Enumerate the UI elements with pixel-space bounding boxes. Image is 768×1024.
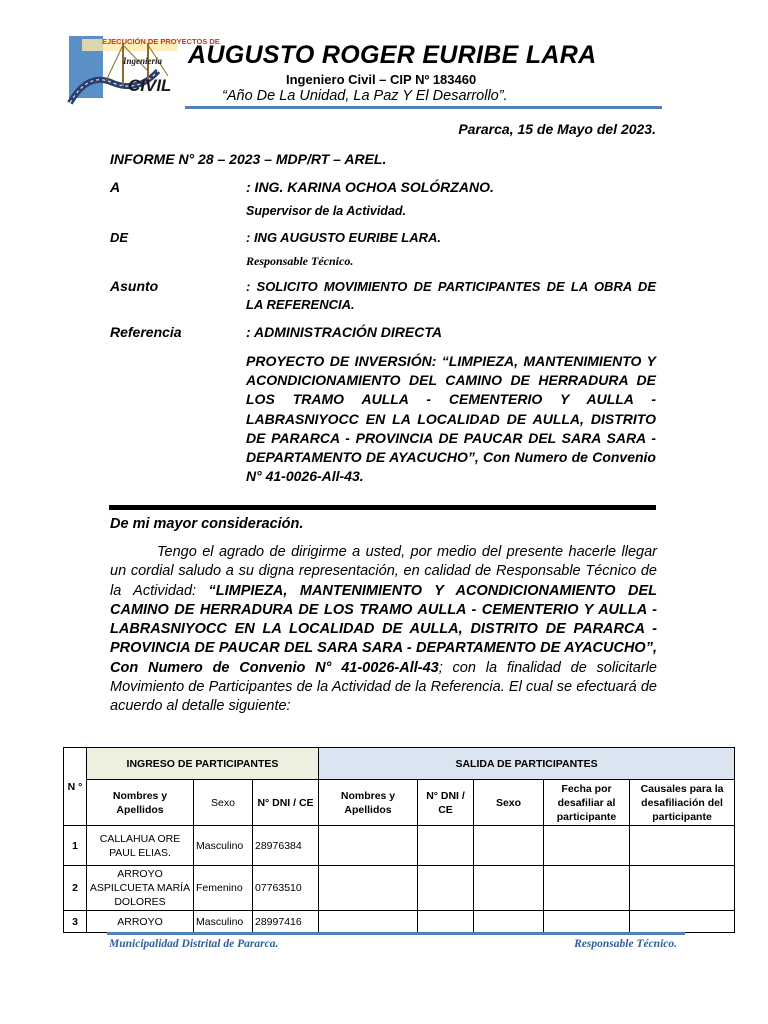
report-number: INFORME N° 28 – 2023 – MDP/RT – AREL. xyxy=(110,151,387,167)
col-header: Causales para la desafiliación del participante xyxy=(630,780,735,826)
field-a-sub: Supervisor de la Actividad. xyxy=(246,204,407,218)
project-description: PROYECTO DE INVERSIÓN: “LIMPIEZA, MANTENIMIENTO Y ACONDICIONAMIENTO DEL CAMINO DE HERRADURA DE LOS TRAMO AULLA - CEMENTERIO Y AULLA - LABRASNIYOCC EN LA LOCALIDAD DE AULLA, DISTRITO DE PARARCA - PROVINCIA DE PAUCAR DEL SARA SARA - DEPARTAMENTO DE AYACUCHO”, Con Numero de Convenio N° 41-0026-All-43. xyxy=(246,353,656,485)
author-name: AUGUSTO ROGER EURIBE LARA xyxy=(188,41,597,69)
field-asunto-value: : SOLICITO MOVIMIENTO DE PARTICIPANTES DE LA OBRA DE LA REFERENCIA. xyxy=(246,279,656,312)
row-number: 1 xyxy=(64,826,87,866)
participant-sex: Femenino xyxy=(194,866,253,911)
ingreso-header: INGRESO DE PARTICIPANTES xyxy=(87,748,319,780)
greeting: De mi mayor consideración. xyxy=(110,516,304,532)
participant-sex: Masculino xyxy=(194,826,253,866)
participant-dni: 28976384 xyxy=(253,826,319,866)
participant-name: ARROYO ASPILCUETA MARÍA DOLORES xyxy=(87,866,194,911)
col-header: Sexo xyxy=(474,780,544,826)
author-subtitle: Ingeniero Civil – CIP Nº 183460 xyxy=(286,72,477,87)
participant-dni: 28997416 xyxy=(253,911,319,933)
year-motto: “Año De La Unidad, La Paz Y El Desarrollo”. xyxy=(222,88,508,104)
participants-table xyxy=(63,747,735,933)
table-row xyxy=(64,911,735,933)
col-header: Nombres y Apellidos xyxy=(87,780,194,826)
body-intro: Tengo el agrado de dirigirme a usted, por medio del presente hacerle llegar un cordial saludo a su digna representación, en calidad de Responsable Técnico de la Actividad: xyxy=(110,544,657,599)
table-row xyxy=(64,826,735,866)
field-asunto-label: Asunto xyxy=(110,278,159,294)
field-a-value: : ING. KARINA OCHOA SOLÓRZANO. xyxy=(246,179,494,195)
letter-body xyxy=(110,543,657,717)
svg-text:EJECUCIÓN DE PROYECTOS DE: EJECUCIÓN DE PROYECTOS DE xyxy=(102,37,220,46)
footer-municipality: Municipalidad Distrital de Pararca. xyxy=(109,938,279,950)
footer-rule xyxy=(107,932,685,935)
field-de-sub: Responsable Técnico. xyxy=(246,254,354,268)
field-de-label: DE xyxy=(110,230,129,245)
table-row xyxy=(64,866,735,911)
participant-sex: Masculino xyxy=(194,911,253,933)
participant-dni: 07763510 xyxy=(253,866,319,911)
col-header: Fecha por desafiliar al participante xyxy=(544,780,630,826)
row-number: 2 xyxy=(64,866,87,911)
col-header: Nombres y Apellidos xyxy=(319,780,418,826)
body-ending: ; con la finalidad de solicitarle Movimiento de Participantes de la Actividad de la Referencia. El cual se efectuará de acuerdo al detalle siguiente: xyxy=(110,659,657,715)
header-rule xyxy=(185,106,662,109)
field-de-value: : ING AUGUSTO EURIBE LARA. xyxy=(246,230,442,245)
footer-responsible: Responsable Técnico. xyxy=(574,938,677,950)
col-header: N° DNI / CE xyxy=(418,780,474,826)
section-rule xyxy=(109,505,656,510)
svg-text:Ingeniería: Ingeniería xyxy=(123,56,163,66)
field-a-label: A xyxy=(110,179,121,195)
salida-header: SALIDA DE PARTICIPANTES xyxy=(319,748,735,780)
row-number: 3 xyxy=(64,911,87,933)
svg-text:CIVIL: CIVIL xyxy=(128,76,172,95)
body-bold: “LIMPIEZA, MANTENIMIENTO Y ACONDICIONAMIENTO DEL CAMINO DE HERRADURA DE LOS TRAMO AULLA - CEMENTERIO Y AULLA - LABRASNIYOCC EN LA LOCALIDAD DE AULLA, DISTRITO DE PARARCA - PROVINCIA DE PAUCAR DEL SARA SARA - DEPARTAMENTO DE AYACUCHO”, Con Numero de Convenio N° 41-0026-All-43 xyxy=(110,582,657,676)
field-referencia-value: : ADMINISTRACIÓN DIRECTA xyxy=(246,324,442,340)
document-date: Pararca, 15 de Mayo del 2023. xyxy=(458,121,656,137)
col-header: N° DNI / CE xyxy=(253,780,319,826)
field-referencia-label: Referencia xyxy=(110,324,182,340)
participant-name: ARROYO xyxy=(87,911,194,933)
col-number-header: N ° xyxy=(64,748,87,826)
col-header: Sexo xyxy=(194,780,253,826)
company-logo xyxy=(68,31,220,106)
participant-name: CALLAHUA ORE PAUL ELIAS. xyxy=(87,826,194,866)
